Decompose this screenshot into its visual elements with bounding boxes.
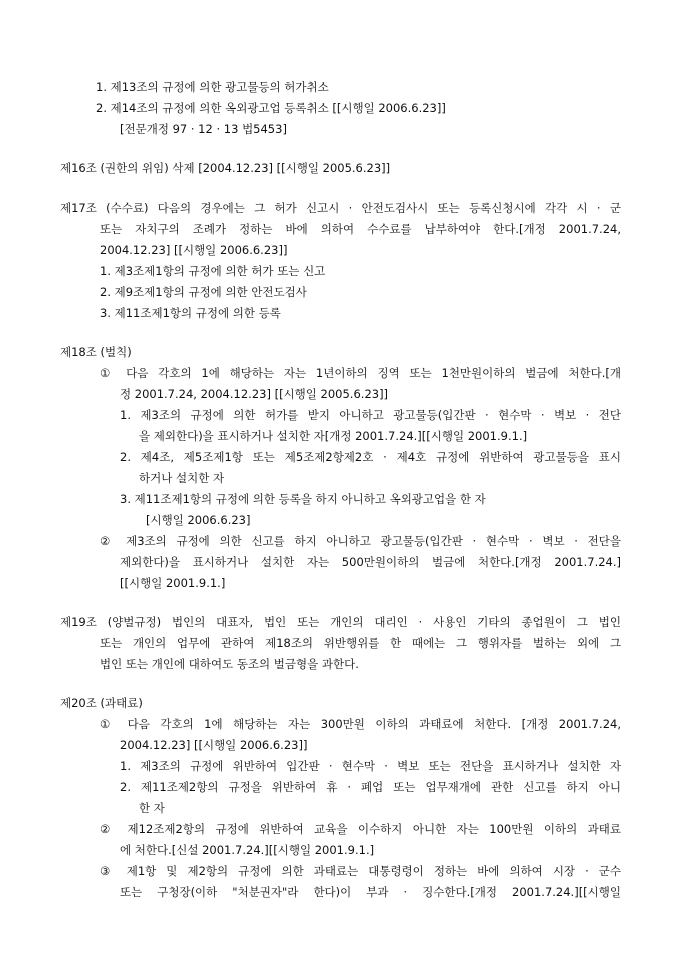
paragraph-line: 에 처한다.[신설 2001.7.24.][[시행일 2001.9.1.]: [120, 843, 375, 857]
article-17-text: 또는 자치구의 조례가 정하는 바에 의하여 수수료를 납부하여야 한다.[개정 2001.7.24,: [100, 222, 621, 236]
paragraph-line: 2004.12.23] [[시행일 2006.6.23]]: [120, 738, 308, 752]
effective-date-note: [시행일 2006.6.23]: [146, 513, 251, 527]
item-line: 1. 제3조의 규정에 위반하여 입간판 · 현수막 · 벽보 또는 전단을 표시하거나 설치한 자: [120, 759, 621, 773]
item-line: 하거나 설치한 자: [139, 471, 225, 485]
article-18-heading: 제18조 (벌칙): [60, 345, 132, 359]
amendment-note: [전문개정 97 · 12 · 13 법5453]: [120, 122, 287, 136]
article-19-heading: 제19조 (양벌규정) 법인의 대표자, 법인 또는 개인의 대리인 · 사용인 기타의 종업원이 그 법인: [60, 615, 621, 629]
item-line: 3. 제11조제1항의 규정에 의한 등록을 하지 아니하고 옥외광고업을 한 자: [120, 492, 486, 506]
article-19-text: 법인 또는 개인에 대하여도 동조의 벌금형을 과한다.: [100, 657, 359, 671]
item-line: 한 자: [139, 801, 165, 815]
paragraph-line: ① 다음 각호의 1에 해당하는 자는 1년이하의 징역 또는 1천만원이하의 벌금에 처한다.[개: [100, 366, 621, 380]
article-17-text: 2004.12.23] [[시행일 2006.6.23]]: [100, 243, 288, 257]
article-16: 제16조 (권한의 위임) 삭제 [2004.12.23] [[시행일 2005.6.23]]: [60, 161, 391, 175]
paragraph-line: ③ 제1항 및 제2항의 규정에 의한 과태료는 대통령령이 정하는 바에 의하여 시장 · 군수: [100, 864, 621, 878]
item-line: 을 제외한다)을 표시하거나 설치한 자[개정 2001.7.24.][[시행일 2001.9.1.]: [139, 429, 528, 443]
item-line: 1. 제3조제1항의 규정에 의한 허가 또는 신고: [100, 264, 326, 278]
article-20-heading: 제20조 (과태료): [60, 696, 143, 710]
paragraph-line: 또는 구청장(이하 "처분권자"라 한다)이 부과 · 징수한다.[개정 2001.7.24.][[시행일: [120, 885, 621, 899]
article-17-heading: 제17조 (수수료) 다음의 경우에는 그 허가 신고시 · 안전도검사시 또는 등록신청시에 각각 시 · 군: [60, 201, 621, 215]
item-line: 2. 제14조의 규정에 의한 옥외광고업 등록취소 [[시행일 2006.6.23]]: [96, 101, 446, 115]
paragraph-line: ② 제12조제2항의 규정에 위반하여 교육을 이수하지 아니한 자는 100만원 이하의 과태료: [100, 822, 621, 836]
item-line: 2. 제9조제1항의 규정에 의한 안전도검사: [100, 285, 307, 299]
paragraph-line: ② 제3조의 규정에 의한 신고를 하지 아니하고 광고물등(입간판 · 현수막 · 벽보 · 전단을: [100, 534, 621, 548]
article-19-text: 또는 개인의 업무에 관하여 제18조의 위반행위를 한 때에는 그 행위자를 벌하는 외에 그: [100, 636, 621, 650]
paragraph-line: 제외한다)을 표시하거나 설치한 자는 500만원이하의 벌금에 처한다.[개정 2001.7.24.]: [120, 555, 621, 569]
item-line: 3. 제11조제1항의 규정에 의한 등록: [100, 306, 281, 320]
item-line: 1. 제13조의 규정에 의한 광고물등의 허가취소: [96, 80, 329, 94]
paragraph-line: 정 2001.7.24, 2004.12.23] [[시행일 2005.6.23]]: [120, 387, 389, 401]
paragraph-line: [[시행일 2001.9.1.]: [120, 576, 226, 590]
paragraph-line: ① 다음 각호의 1에 해당하는 자는 300만원 이하의 과태료에 처한다. [개정 2001.7.24,: [100, 717, 621, 731]
item-line: 2. 제11조제2항의 규정을 위반하여 휴 · 폐업 또는 업무재개에 관한 신고를 하지 아니: [120, 780, 621, 794]
item-line: 1. 제3조의 규정에 의한 허가를 받지 아니하고 광고물등(입간판 · 현수막 · 벽보 · 전단: [120, 408, 621, 422]
item-line: 2. 제4조, 제5조제1항 또는 제5조제2항제2호 · 제4호 규정에 위반하여 광고물등을 표시: [120, 450, 621, 464]
